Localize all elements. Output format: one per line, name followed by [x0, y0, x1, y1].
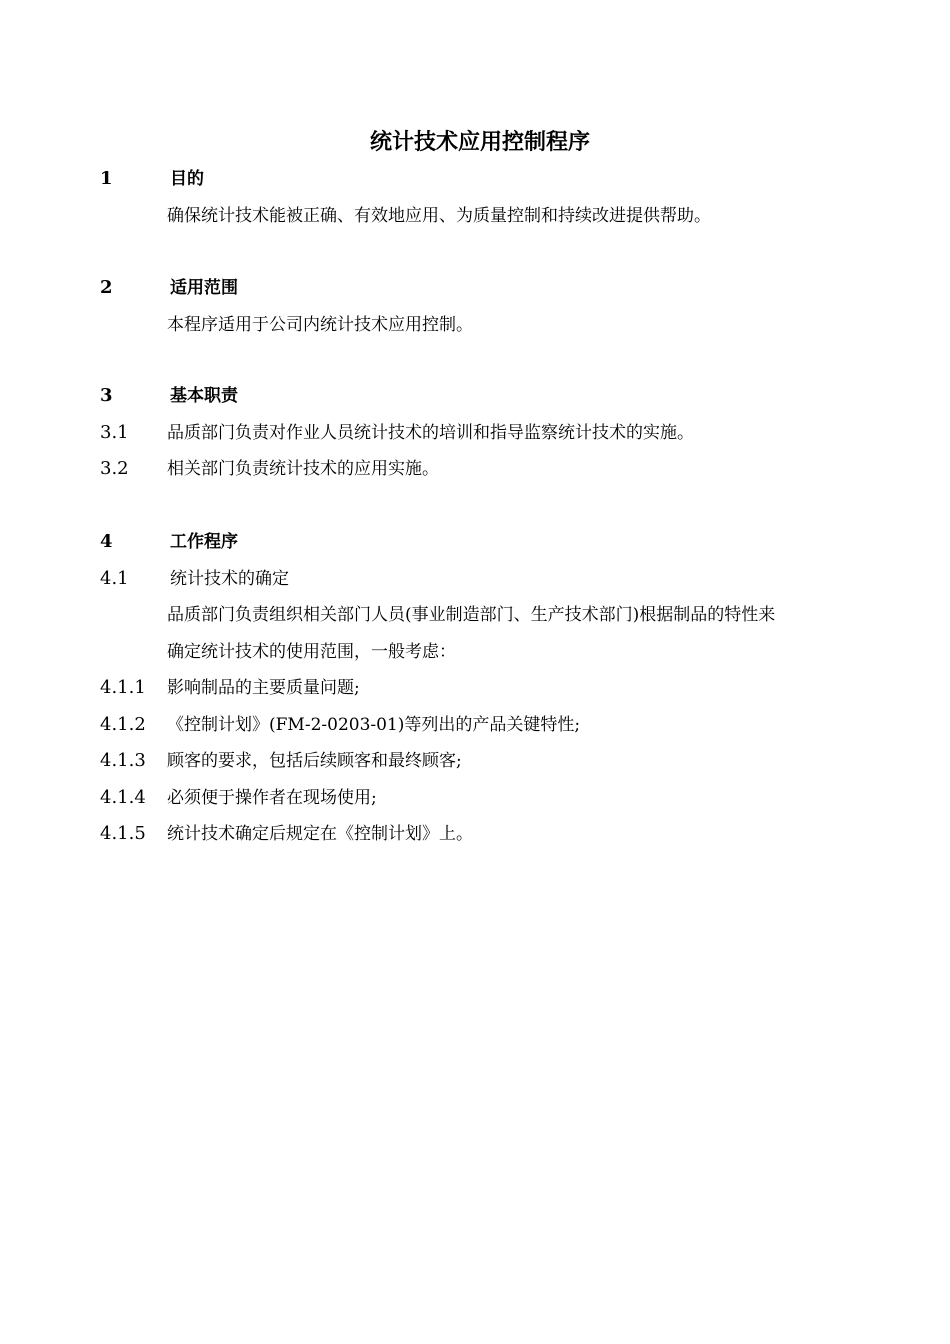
section-title: 工作程序: [170, 532, 238, 552]
item-text: 相关部门负责统计技术的应用实施。: [167, 459, 439, 479]
document-title: 统计技术应用控制程序: [369, 130, 590, 155]
item-text: 影响制品的主要质量问题;: [167, 678, 360, 698]
item-text: 《控制计划》(FM-2-0203-01)等列出的产品关键特性;: [167, 715, 581, 735]
item-number: 3.2: [100, 458, 129, 479]
item-number: 4.1.1: [100, 677, 146, 698]
section-title: 适用范围: [170, 278, 238, 298]
section-number: 3: [100, 385, 113, 406]
section-title: 目的: [170, 169, 204, 189]
item-text: 品质部门负责对作业人员统计技术的培训和指导监察统计技术的实施。: [167, 423, 694, 443]
section-number: 2: [100, 277, 113, 298]
item-text: 顾客的要求，包括后续顾客和最终顾客;: [167, 751, 462, 771]
subsection-paragraph-line-2: 确定统计技术的使用范围，一般考虑：: [167, 642, 456, 662]
item-number: 4.1.3: [100, 750, 146, 771]
item-number: 4.1.5: [100, 823, 146, 844]
section-number: 1: [100, 168, 113, 189]
item-text: 必须便于操作者在现场使用;: [167, 788, 377, 808]
section-number: 4: [100, 531, 113, 552]
item-text: 统计技术确定后规定在《控制计划》上。: [167, 824, 473, 844]
subsection-paragraph-line-1: 品质部门负责组织相关部门人员(事业制造部门、生产技术部门)根据制品的特性来: [167, 605, 776, 625]
subsection-number: 4.1: [100, 568, 129, 589]
section-title: 基本职责: [170, 386, 238, 406]
item-number: 4.1.4: [100, 787, 146, 808]
section-1-body: 确保统计技术能被正确、有效地应用、为质量控制和持续改进提供帮助。: [167, 206, 711, 226]
subsection-title: 统计技术的确定: [170, 569, 289, 589]
item-number: 3.1: [100, 422, 129, 443]
section-2-body: 本程序适用于公司内统计技术应用控制。: [167, 315, 473, 335]
item-number: 4.1.2: [100, 714, 146, 735]
